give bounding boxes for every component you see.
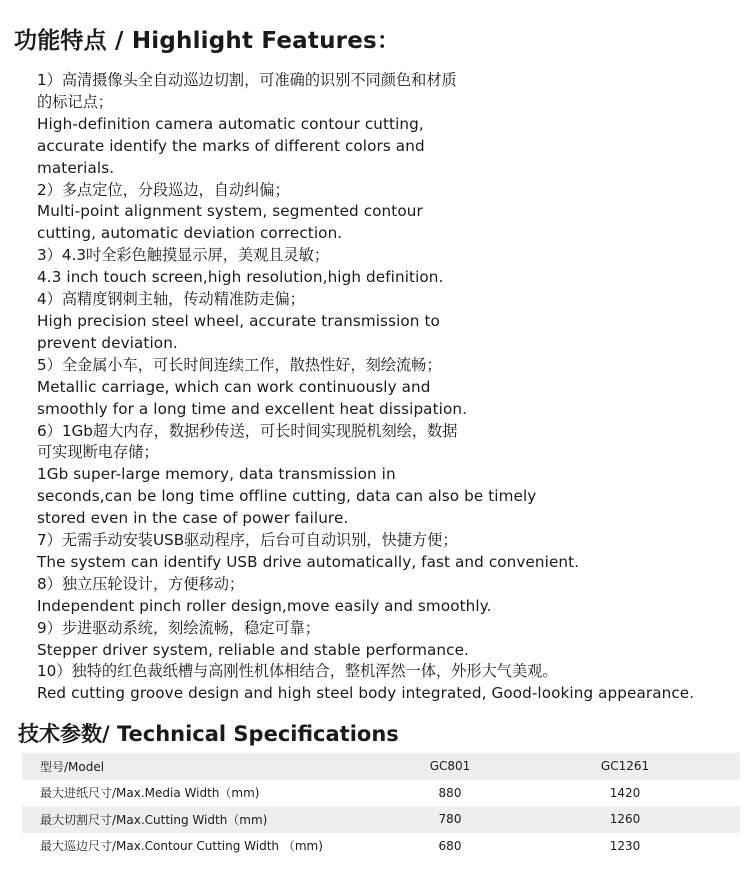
table-row [22, 806, 740, 833]
table-row [22, 753, 740, 780]
spec-table [22, 753, 740, 859]
spec-value-gc801: GC801 [390, 753, 510, 780]
spec-value-gc1261: 1260 [510, 806, 740, 833]
page-title: 功能特点 / Highlight Features： [14, 28, 401, 54]
features-list [37, 70, 742, 705]
feature-zh: 5）全金属小车，可长时间连续工作，散热性好，刻绘流畅； [37, 355, 442, 374]
feature-zh: 6）1Gb超大内存，数据秒传送，可长时间实现脱机刻绘，数据 可实现断电存储； [37, 421, 458, 462]
feature-en: Multi-point alignment system, segmented contour cutting, automatic deviation correction. [37, 202, 423, 243]
feature-zh: 9）步进驱动系统，刻绘流畅，稳定可靠； [37, 618, 321, 637]
feature-item-9 [37, 618, 742, 662]
feature-item-8 [37, 574, 742, 618]
feature-zh: 7）无需手动安装USB驱动程序，后台可自动识别，快捷方便； [37, 531, 458, 550]
spec-label: 最大进纸尺寸/Max.Media Width（mm) [22, 780, 390, 807]
feature-zh: 8）独立压轮设计，方便移动； [37, 574, 245, 593]
spec-value-gc801: 880 [390, 780, 510, 807]
spec-label: 最大巡边尺寸/Max.Contour Cutting Width （mm) [22, 833, 390, 860]
feature-item-3 [37, 245, 742, 289]
feature-item-6 [37, 421, 742, 531]
feature-en: 1Gb super-large memory, data transmission in seconds,can be long time offline cutting, data can also be timely stored even in the case of power failure. [37, 465, 537, 528]
feature-zh: 4）高精度钢刺主轴，传动精准防走偏； [37, 290, 305, 309]
spec-value-gc801: 680 [390, 833, 510, 860]
feature-en: High-definition camera automatic contour cutting, accurate identify the marks of different colors and materials. [37, 114, 425, 177]
feature-en: High precision steel wheel, accurate transmission to prevent deviation. [37, 311, 440, 352]
feature-zh: 1）高清摄像头全自动巡边切割，可准确的识别不同颜色和材质 的标记点； [37, 71, 457, 111]
spec-value-gc1261: 1230 [510, 833, 740, 860]
spec-value-gc801: 780 [390, 806, 510, 833]
spec-label: 最大切割尺寸/Max.Cutting Width（mm) [22, 806, 390, 833]
feature-en: The system can identify USB drive automatically, fast and convenient. [37, 552, 580, 571]
feature-zh: 10）独特的红色裁纸槽与高刚性机体相结合，整机浑然一体，外形大气美观。 [37, 662, 558, 681]
spec-value-gc1261: GC1261 [510, 753, 740, 780]
feature-en: Red cutting groove design and high steel body integrated, Good-looking appearance. [37, 684, 695, 703]
spec-title: 技术参数/ Technical Specifications [18, 722, 399, 746]
table-row [22, 833, 740, 860]
feature-en: Metallic carriage, which can work continuously and smoothly for a long time and excellent heat dissipation. [37, 377, 468, 418]
feature-en: 4.3 inch touch screen,high resolution,high definition. [37, 268, 444, 287]
feature-item-1 [37, 70, 742, 180]
spec-value-gc1261: 1420 [510, 780, 740, 807]
spec-label: 型号/Model [22, 753, 390, 780]
feature-item-4 [37, 289, 742, 355]
feature-item-7 [37, 530, 742, 574]
feature-item-10 [37, 661, 742, 705]
feature-item-5 [37, 355, 742, 421]
feature-en: Independent pinch roller design,move easily and smoothly. [37, 596, 492, 615]
feature-en: Stepper driver system, reliable and stable performance. [37, 640, 469, 659]
table-row [22, 780, 740, 807]
feature-item-2 [37, 180, 742, 246]
feature-zh: 3）4.3吋全彩色触摸显示屏，美观且灵敏； [37, 246, 330, 265]
feature-zh: 2）多点定位，分段巡边，自动纠偏； [37, 180, 290, 199]
